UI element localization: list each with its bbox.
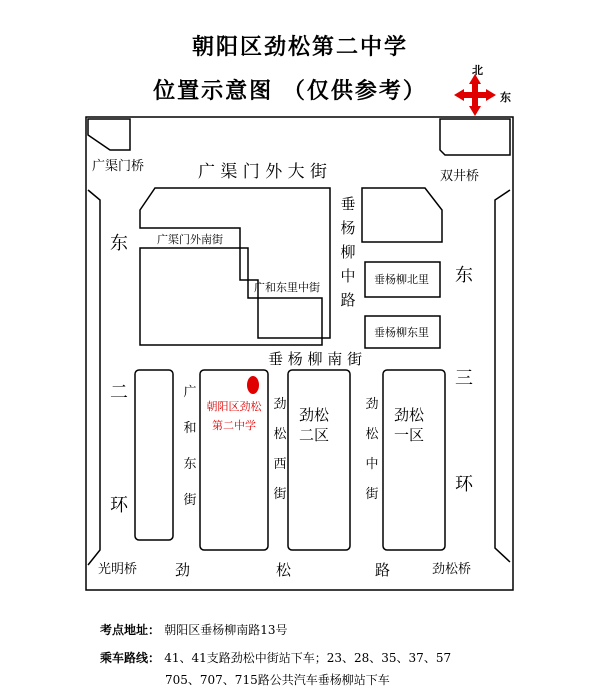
school-label: 朝阳区劲松第二中学 <box>206 400 262 432</box>
bus-routes-2: 705、707、715路公共汽车垂杨柳站下车 <box>165 673 390 687</box>
street-chuiyang-south: 垂 杨 柳 南 街 <box>268 350 363 368</box>
block-guangqu <box>140 188 330 338</box>
street-guanghe-east: 广和东街 <box>183 385 197 508</box>
street-chuiyang-middle: 垂杨柳中路 <box>340 195 356 309</box>
street-jinsong-west: 劲松西街 <box>273 397 287 502</box>
east-2nd-ring-edge <box>88 190 100 565</box>
street-guangqu-outer: 广 渠 门 外 大 街 <box>198 162 328 182</box>
ring-east-3rd-c: 环 <box>455 474 473 495</box>
compass-east-label: 东 <box>500 91 511 104</box>
street-guanghe-dongli-middle: 广和东里中街 <box>254 281 320 294</box>
bus-routes-1: 41、41支路劲松中街站下车；23、28、35、37、57 <box>164 651 452 665</box>
road-jinsong-b: 松 <box>276 561 292 579</box>
bus-line-1 <box>100 649 451 666</box>
bridge-guangming: 光明桥 <box>98 562 138 577</box>
bridge-guangqumen: 广渠门桥 <box>92 159 145 174</box>
block-northeast-inner <box>362 188 442 242</box>
block-label-jinsong-2: 劲松二区 <box>298 406 329 444</box>
compass-north-label: 北 <box>472 64 483 77</box>
block-west-strip <box>135 370 173 540</box>
address-label: 考点地址： <box>100 623 161 637</box>
ring-east-2nd-a: 东 <box>110 233 128 254</box>
address-line <box>100 621 287 638</box>
block-jinsong-2 <box>288 370 350 550</box>
page-title: 朝阳区劲松第二中学 <box>191 34 408 60</box>
road-jinsong-a: 劲 <box>175 561 191 579</box>
block-guanghe <box>140 248 322 345</box>
compass-icon <box>454 74 496 116</box>
street-guangqu-south: 广渠门外南街 <box>157 233 223 246</box>
block-label-chuiyang-north-li: 垂杨柳北里 <box>374 273 429 286</box>
ring-east-2nd-b: 二 <box>110 382 128 403</box>
bridge-shuangjing: 双井桥 <box>440 169 480 184</box>
street-jinsong-middle: 劲松中街 <box>365 397 379 502</box>
east-3rd-ring-edge <box>495 190 510 562</box>
address-value: 朝阳区垂杨柳南路13号 <box>164 623 288 637</box>
block-northeast <box>440 119 510 155</box>
block-northwest <box>88 119 130 150</box>
ring-east-3rd-b: 三 <box>455 368 473 389</box>
ring-east-2nd-c: 环 <box>110 495 128 516</box>
bus-label: 乘车路线： <box>100 651 161 665</box>
ring-east-3rd-a: 东 <box>455 265 473 286</box>
block-label-chuiyang-east-li: 垂杨柳东里 <box>374 326 429 339</box>
bridge-jinsong: 劲松桥 <box>432 562 472 577</box>
block-jinsong-1 <box>383 370 445 550</box>
road-jinsong-c: 路 <box>375 561 391 579</box>
page-subtitle: 位置示意图 （仅供参考） <box>153 78 427 104</box>
block-label-jinsong-1: 劲松一区 <box>393 406 424 444</box>
school-marker-icon <box>247 376 259 394</box>
